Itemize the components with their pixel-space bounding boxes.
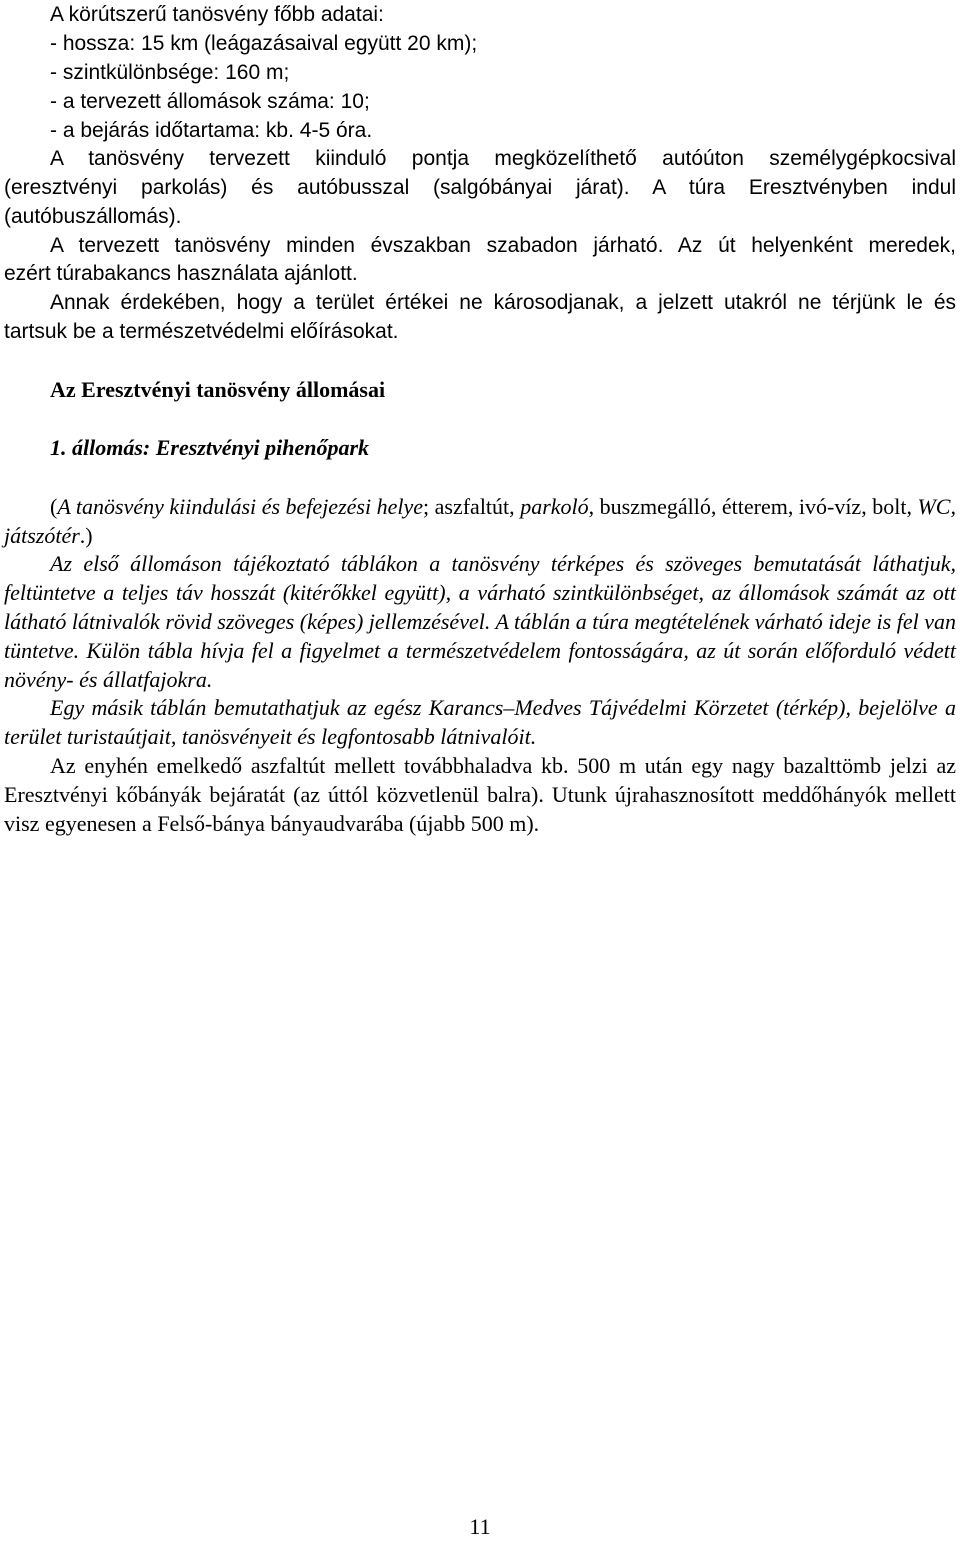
station-info (4, 492, 956, 550)
access-line-3: (autóbuszállomás). (4, 205, 182, 228)
season-line-2: ezért túrabakancs használata ajánlott. (4, 262, 358, 285)
summary-item-length: - hossza: 15 km (leágazásaival együtt 20 km); (50, 32, 478, 55)
info-asphalt: ; aszfaltút, (423, 494, 521, 519)
access-line-1: A tanösvény tervezett kiinduló pontja megközelíthető autóúton személygépkocsival (50, 147, 956, 170)
summary-heading: A körútszerű tanösvény főbb adatai: (50, 3, 384, 26)
station-paragraph-1: Az első állomáson tájékoztató táblákon a tanösvény térképes és szöveges bemutatását láthatjuk, feltüntetve a teljes táv hosszát (kitérőkkel együtt), a várható szintkülönbséget, az állomások számát az ott látható látnivalók rövid szöveges (képes) jellemzésével. A táblán a túra megtételének várható ideje is fel van tüntetve. Külön tábla hívja fel a figyelmet a természetvédelem fontosságára, az út során előforduló védett növény- és állatfajokra. (4, 551, 956, 692)
info-parking: parkoló (520, 494, 589, 519)
info-close: .) (79, 523, 93, 548)
page-number: 11 (469, 1514, 491, 1539)
info-open: ( (50, 494, 58, 519)
info-start-end: A tanösvény kiindulási és befejezési helye (57, 494, 423, 519)
protection-line-1: Annak érdekében, hogy a terület értékei ne károsodjanak, a jelzett utakról ne térjünk le és (50, 291, 956, 314)
access-line-2: (eresztvényi parkolás) és autóbusszal (salgóbányai járat). A túra Eresztvényben indul (4, 176, 956, 199)
summary-item-duration: - a bejárás időtartama: kb. 4-5 óra. (50, 119, 373, 142)
info-amenities: , buszmegálló, étterem, ivó- (588, 494, 835, 519)
summary-item-elevation: - szintkülönbsége: 160 m; (50, 61, 290, 84)
station-title: 1. állomás: Eresztvényi pihenőpark (50, 435, 370, 460)
info-wc-playground: WC, játszótér (4, 494, 956, 548)
info-shop: víz, bolt, (834, 494, 918, 519)
summary-item-stations: - a tervezett állomások száma: 10; (50, 90, 370, 113)
season-line-1: A tervezett tanösvény minden évszakban szabadon járható. Az út helyenként meredek, (50, 234, 956, 257)
station-paragraph-2: Egy másik táblán bemutathatjuk az egész Karancs–Medves Tájvédelmi Körzetet (térkép), bejelölve a terület turistaútjait, tanösvényeit és legfontosabb látnivalóit. (4, 695, 956, 749)
section-title: Az Eresztvényi tanösvény állomásai (50, 377, 386, 402)
station-paragraph-3: Az enyhén emelkedő aszfaltút mellett továbbhaladva kb. 500 m után egy nagy bazalttömb jelzi az Eresztvényi kőbányák bejáratát (az úttól közvetlenül balra). Utunk újrahasznosított meddőhányók mellett visz egyenesen a Felső-bánya bányaudvarába (újabb 500 m). (4, 753, 956, 836)
protection-line-2: tartsuk be a természetvédelmi előírásokat. (4, 320, 399, 343)
